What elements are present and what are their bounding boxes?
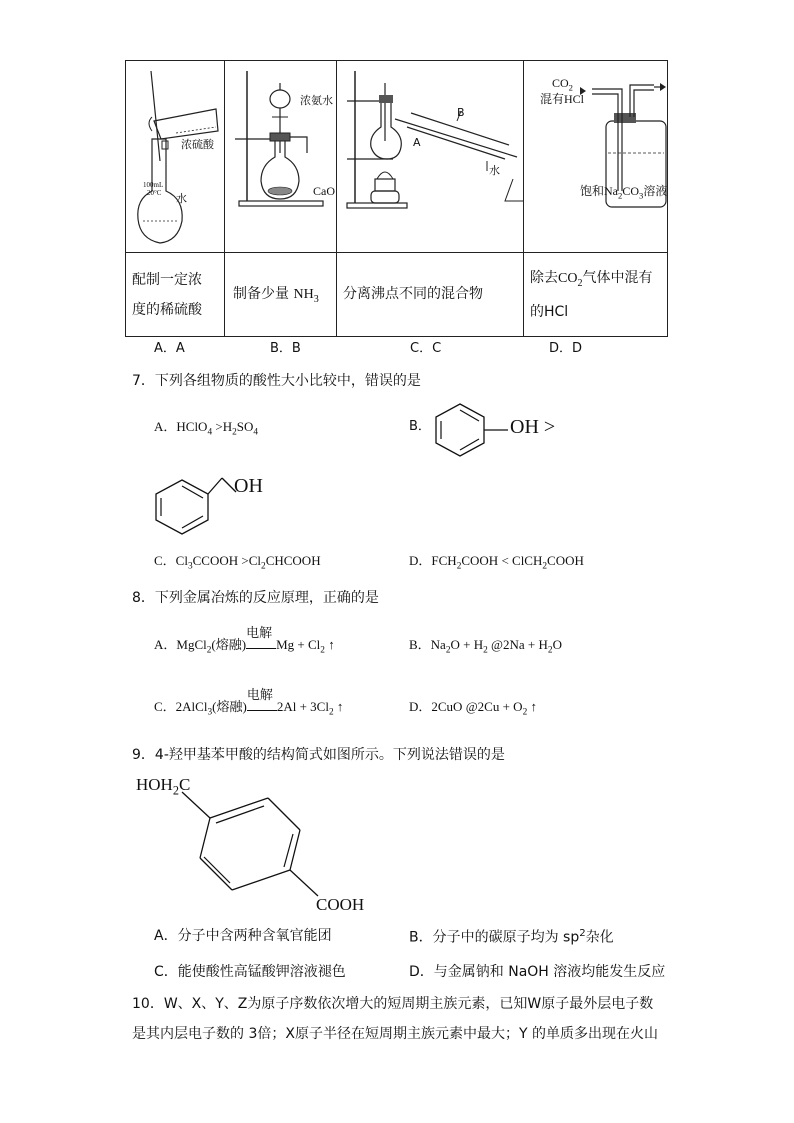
benzyl-oh-label: OH (234, 475, 263, 497)
flask-temp-label: 20°C (147, 189, 162, 197)
flask-volume-label: 100mL (143, 181, 164, 189)
apparatus-cell-c (337, 61, 524, 253)
label-line-1: 制备少量 $NH_3$ (233, 286, 319, 305)
apparatus-cell-b (225, 61, 337, 253)
label-cell-b (225, 253, 337, 337)
solution-label: 饱和$Na_2CO_3$溶液 (580, 184, 668, 201)
label-b: B (457, 106, 465, 119)
hydroxymethyl-benzoic-acid-structure (180, 790, 340, 900)
label-a: A (413, 136, 421, 149)
q7-stem: 7．下列各组物质的酸性大小比较中，错误的是 (132, 373, 421, 389)
q10-line-1: 10．W、X、Y、Z为原子序数依次增大的短周期主族元素，已知W原子最外层电子数 (132, 996, 654, 1012)
water-label: 水 (176, 192, 187, 205)
gas-impurity-label: 混有HCl (540, 92, 585, 106)
reagent-label: 浓硫酸 (181, 138, 214, 151)
label-line-1: 分离沸点不同的混合物 (343, 286, 483, 302)
q8-option-b: B．$Na_2O + H_2$ @2Na + $H_2O$ (409, 637, 562, 656)
q6-option-a: A．A (154, 341, 185, 356)
distillation-diagram (337, 61, 523, 248)
struct-hoh2c-label: $HOH_2C$ (136, 775, 191, 798)
q8-option-d: D．2CuO @2Cu + $O_2$ ↑ (409, 699, 537, 718)
label-line-1: 配制一定浓 (132, 272, 202, 288)
benzyl-alcohol-structure (150, 470, 240, 536)
label-cell-c (337, 253, 524, 337)
solid-label: CaO (313, 184, 335, 198)
apparatus-cell-a (126, 61, 225, 253)
q9-stem: 9．4-羟甲基苯甲酸的结构简式如图所示。下列说法错误的是 (132, 747, 505, 763)
q6-option-d: D．D (549, 341, 583, 356)
reagent-label: 浓氨水 (300, 94, 333, 107)
q8-option-c: C．2AlCl$_3$(熔融) 电解 $2Al + 3Cl_2$ ↑ (154, 688, 344, 718)
label-cell-a (126, 253, 225, 337)
label-line-2: 的HCl (530, 304, 569, 320)
volumetric-flask-diagram (126, 61, 224, 248)
q6-option-b: B．B (270, 341, 301, 356)
phenol-structure (434, 400, 514, 456)
q7-option-a: A．HClO$_4$ $>H_2SO_4$ (154, 419, 259, 438)
q7-option-d: D．$FCH_2COOH$ < ClCH$_2$COOH (409, 553, 584, 572)
water-label: 水 (489, 164, 500, 177)
apparatus-table (125, 60, 668, 337)
ammonia-generator-diagram (225, 61, 336, 248)
q9-option-d: D．与金属钠和 NaOH 溶液均能发生反应 (409, 964, 666, 980)
phenol-oh-label: OH > (510, 416, 556, 438)
gas-washing-bottle-diagram (524, 61, 667, 248)
q10-line-2: 是其内层电子数的 3倍；X原子半径在短周期主族元素中最大；Y 的单质多出现在火山 (132, 1026, 658, 1042)
q6-option-c: C．C (410, 341, 442, 356)
q7-option-c: C．$Cl_3CCOOH$ $>Cl_2CHCOOH$ (154, 553, 321, 572)
q8-option-a: A．MgCl$_2$(熔融) 电解 $Mg + Cl_2$ ↑ (154, 626, 335, 656)
q8-stem: 8．下列金属冶炼的反应原理，正确的是 (132, 590, 379, 606)
apparatus-cell-d (524, 61, 668, 253)
label-line-2: 度的稀硫酸 (132, 302, 202, 318)
label-line-1: 除去$CO_2$气体中混有 (530, 270, 653, 289)
struct-cooh-label: COOH (316, 895, 365, 914)
q9-option-b: B．分子中的碳原子均为 $sp^2$杂化 (409, 928, 614, 946)
q9-option-a: A．分子中含两种含氧官能团 (154, 928, 332, 944)
q7-option-b-label: B． (409, 419, 431, 434)
label-cell-d (524, 253, 668, 337)
q9-option-c: C．能使酸性高锰酸钾溶液褪色 (154, 964, 346, 980)
gas-label: $CO_2$ (552, 76, 573, 93)
